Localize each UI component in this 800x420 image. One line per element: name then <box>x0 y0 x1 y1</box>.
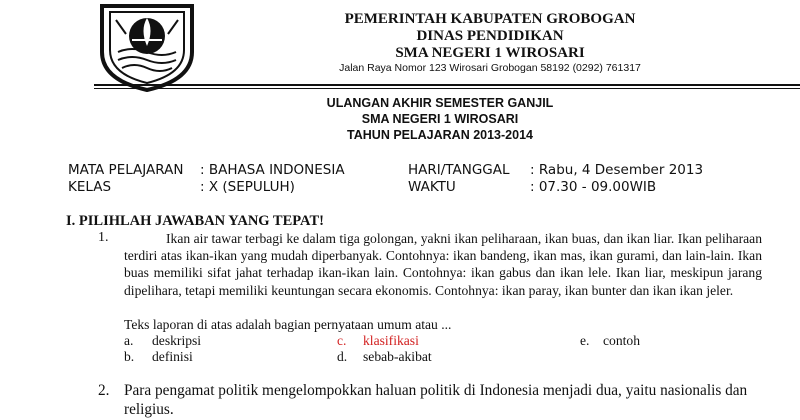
class-label: KELAS <box>68 179 112 195</box>
time-label: WAKTU <box>408 179 456 195</box>
header-rule-thick <box>94 84 800 86</box>
subject-label: MATA PELAJARAN <box>68 162 184 178</box>
section-title: I. PILIHLAH JAWABAN YANG TEPAT! <box>66 213 324 229</box>
header-school: SMA NEGERI 1 WIROSARI <box>395 45 585 61</box>
exam-school: SMA NEGERI 1 WIROSARI <box>361 112 519 126</box>
option-letter: d. <box>337 349 348 364</box>
header-rule-thin <box>94 88 800 89</box>
grobogan-emblem-logo <box>92 0 202 92</box>
question-prompt: Teks laporan di atas adalah bagian pernyataan umum atau ... <box>124 317 452 332</box>
option-letter: b. <box>124 349 135 364</box>
question-text: Para pengamat politik mengelompokkan haluan politik di Indonesia menjadi dua, yaitu nasionalis dan religius. <box>124 382 748 418</box>
option-text[interactable]: definisi <box>152 349 193 364</box>
option-letter-correct: c. <box>337 333 347 348</box>
exam-title: ULANGAN AKHIR SEMESTER GANJIL <box>326 96 554 110</box>
question-text: Ikan air tawar terbagi ke dalam tiga golongan, yakni ikan peliharaan, ikan buas, dan ikan liar. Ikan peliharaan terdiri atas ikan-ikan yang mudah diperbanyak. Contohnya: ikan bandeng, ikan mas, ikan gurami, dan lain-lain. Ikan buas memiliki sifat jahat terhadap ikan-ikan lain. Contohnya: ikan gabus dan ikan lele. Ikan liar, meskipun jarang dipelihara, tetapi memiliki keuntungan secara ekonomis. Contohnya: ikan paray, ikan bunter dan ikan ikan jeler. <box>124 231 762 298</box>
header-address: Jalan Raya Nomor 123 Wirosari Grobogan 58192 (0292) 761317 <box>339 62 641 74</box>
question-number: 2. <box>98 382 110 399</box>
question-number: 1. <box>98 230 109 245</box>
header-government: PEMERINTAH KABUPATEN GROBOGAN <box>344 11 636 27</box>
option-letter: e. <box>580 333 590 348</box>
class-value: : X (SEPULUH) <box>200 179 295 195</box>
date-value: : Rabu, 4 Desember 2013 <box>530 162 704 178</box>
exam-year: TAHUN PELAJARAN 2013-2014 <box>347 128 533 142</box>
header-department: DINAS PENDIDIKAN <box>416 28 564 44</box>
option-letter: a. <box>124 333 134 348</box>
option-text[interactable]: deskripsi <box>152 333 202 348</box>
option-text-correct[interactable]: klasifikasi <box>363 333 419 348</box>
subject-value: : BAHASA INDONESIA <box>200 162 345 178</box>
date-label: HARI/TANGGAL <box>408 162 510 178</box>
option-text[interactable]: sebab-akibat <box>363 349 432 364</box>
option-text[interactable]: contoh <box>603 333 640 348</box>
time-value: : 07.30 - 09.00WIB <box>530 179 657 195</box>
